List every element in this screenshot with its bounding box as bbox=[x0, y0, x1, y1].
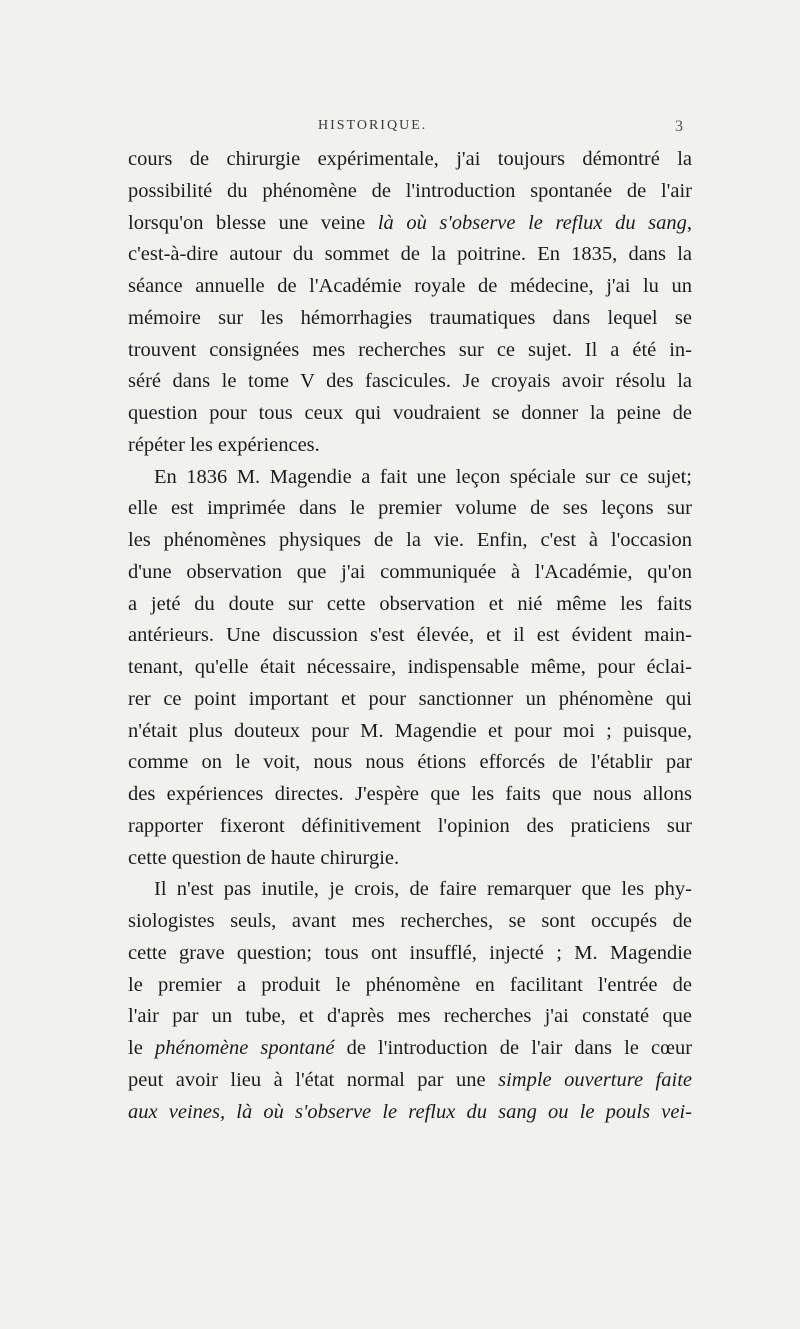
italic-phrase: simple ouverture faite bbox=[498, 1068, 692, 1091]
paragraph-start-line: Il n'est pas inutile, je crois, de faire remarquer que les phy- bbox=[154, 878, 692, 901]
text-line: répéter les expériences. bbox=[128, 433, 320, 456]
text-line: elle est imprimée dans le premier volume de ses leçons sur bbox=[128, 497, 692, 520]
text-line: lorsqu'on blesse une veine là où s'observe le reflux du sang, bbox=[128, 211, 692, 234]
text-line: trouvent consignées mes recherches sur ce sujet. Il a été in- bbox=[128, 338, 692, 361]
text-line: cette grave question; tous ont insufflé, injecté ; M. Magendie bbox=[128, 941, 692, 964]
text-line bbox=[128, 1097, 692, 1129]
text-line: des expériences directes. J'espère que les faits que nous allons bbox=[128, 783, 692, 805]
text-line: possibilité du phénomène de l'introduction spontanée de l'air bbox=[128, 179, 692, 202]
text-line: le phénomène spontané de l'introduction de l'air dans le cœur bbox=[128, 1037, 693, 1059]
text-line: tenant, qu'elle était nécessaire, indispensable même, pour éclai- bbox=[128, 656, 692, 678]
text-line: cours de chirurgie expérimentale, j'ai toujours démontré la bbox=[128, 148, 692, 170]
italic-phrase: aux veines, là où s'observe le reflux du sang ou le pouls vei- bbox=[128, 1100, 692, 1123]
text-line: a jeté du doute sur cette observation et nié même les faits bbox=[128, 592, 692, 615]
paragraph-start-line: En 1836 M. Magendie a fait une leçon spéciale sur ce sujet; bbox=[154, 465, 692, 488]
running-head bbox=[0, 118, 800, 138]
text-line: d'une observation que j'ai communiquée à l'Académie, qu'on bbox=[128, 560, 692, 583]
text-line: peut avoir lieu à l'état normal par une simple ouverture faite bbox=[128, 1068, 692, 1091]
body-text bbox=[128, 144, 692, 1128]
running-title: HISTORIQUE. bbox=[318, 118, 428, 133]
text-line: siologistes seuls, avant mes recherches, se sont occupés de bbox=[128, 910, 692, 932]
text-line: le premier a produit le phénomène en facilitant l'entrée de bbox=[128, 973, 692, 996]
text-line: question pour tous ceux qui voudraient se donner la peine de bbox=[128, 402, 692, 424]
text-line: les phénomènes physiques de la vie. Enfin, c'est à l'occasion bbox=[128, 529, 692, 551]
text-line: mémoire sur les hémorrhagies traumatiques dans lequel se bbox=[128, 306, 692, 329]
text-line: rer ce point important et pour sanctionner un phénomène qui bbox=[128, 687, 692, 710]
text-line: cette question de haute chirurgie. bbox=[128, 846, 400, 869]
italic-phrase: là où s'observe le reflux du sang bbox=[377, 211, 687, 234]
text-line: antérieurs. Une discussion s'est élevée, et il est évident main- bbox=[128, 624, 692, 647]
text-line: comme on le voit, nous nous étions efforcés de l'établir par bbox=[128, 751, 692, 774]
text-line: séré dans le tome V des fascicules. Je croyais avoir résolu la bbox=[128, 370, 692, 393]
text-line: séance annuelle de l'Académie royale de médecine, j'ai lu un bbox=[128, 275, 692, 297]
text-line: l'air par un tube, et d'après mes recherches j'ai constaté que bbox=[128, 1005, 692, 1028]
text-line: n'était plus douteux pour M. Magendie et pour moi ; puisque, bbox=[128, 719, 692, 742]
text-line: rapporter fixeront définitivement l'opinion des praticiens sur bbox=[128, 814, 692, 837]
page-number: 3 bbox=[675, 118, 683, 135]
italic-phrase: phénomène spontané bbox=[154, 1037, 335, 1059]
text-line: c'est-à-dire autour du sommet de la poitrine. En 1835, dans la bbox=[128, 243, 692, 266]
